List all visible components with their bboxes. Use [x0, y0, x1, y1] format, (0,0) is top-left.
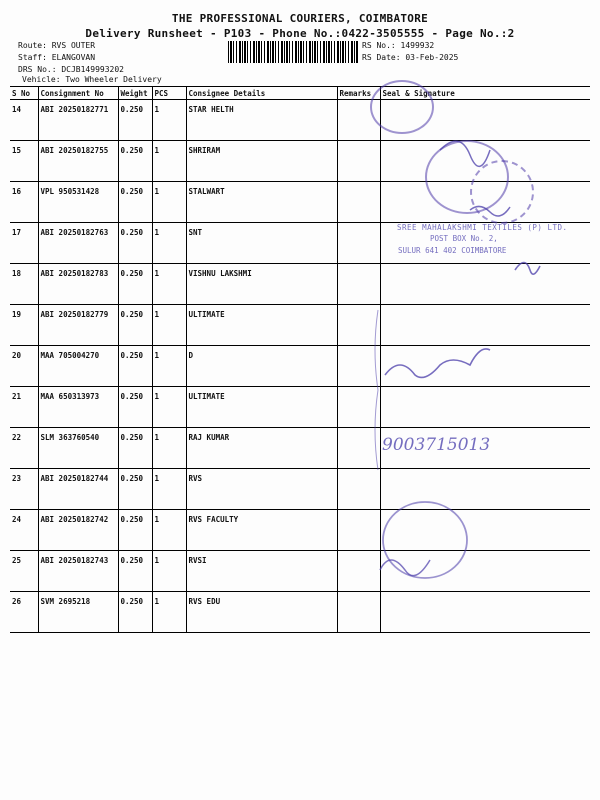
row-sno: 26: [10, 592, 38, 633]
row-remarks: [337, 264, 380, 305]
row-sno: 24: [10, 510, 38, 551]
row-sno: 14: [10, 100, 38, 141]
column-header: Consignment No: [38, 87, 118, 100]
row-sno: 19: [10, 305, 38, 346]
table-row: [10, 100, 590, 141]
company-title: THE PROFESSIONAL COURIERS, COIMBATORE: [171, 12, 429, 25]
row-seal-signature: [380, 387, 590, 428]
row-consignment-no: ABI 20250182743: [38, 551, 118, 592]
row-sno: 22: [10, 428, 38, 469]
row-sno: 15: [10, 141, 38, 182]
row-consignment-no: MAA 650313973: [38, 387, 118, 428]
row-consignment-no: ABI 20250182783: [38, 264, 118, 305]
row-seal-signature: [380, 305, 590, 346]
column-header: Remarks: [337, 87, 380, 100]
row-pcs: 1: [152, 387, 186, 428]
row-weight: 0.250: [118, 100, 152, 141]
row-consignee: D: [186, 346, 337, 387]
row-seal-signature: [380, 346, 590, 387]
table-row: [10, 469, 590, 510]
row-seal-signature: [380, 264, 590, 305]
row-consignment-no: SVM 2695218: [38, 592, 118, 633]
row-pcs: 1: [152, 182, 186, 223]
route-label: Route: RVS OUTER: [18, 41, 96, 50]
row-remarks: [337, 305, 380, 346]
table-row: [10, 510, 590, 551]
row-pcs: 1: [152, 428, 186, 469]
row-pcs: 1: [152, 141, 186, 182]
column-header: Weight: [118, 87, 152, 100]
row-consignee: STAR HELTH: [186, 100, 337, 141]
row-consignee: RVS FACULTY: [186, 510, 337, 551]
row-remarks: [337, 182, 380, 223]
row-sno: 18: [10, 264, 38, 305]
staff-label: Staff: ELANGOVAN: [18, 53, 96, 62]
row-weight: 0.250: [118, 223, 152, 264]
row-consignment-no: MAA 705004270: [38, 346, 118, 387]
row-sno: 23: [10, 469, 38, 510]
table-row: [10, 428, 590, 469]
row-consignment-no: ABI 20250182779: [38, 305, 118, 346]
row-seal-signature: [380, 592, 590, 633]
handwritten-phone: 9003715013: [382, 435, 491, 455]
row-seal-signature: [380, 551, 590, 592]
row-consignment-no: SLM 363760540: [38, 428, 118, 469]
row-weight: 0.250: [118, 264, 152, 305]
row-remarks: [337, 469, 380, 510]
row-pcs: 1: [152, 264, 186, 305]
row-weight: 0.250: [118, 510, 152, 551]
row-weight: 0.250: [118, 592, 152, 633]
row-seal-signature: [380, 510, 590, 551]
row-pcs: 1: [152, 551, 186, 592]
barcode-image: [228, 41, 358, 63]
row-seal-signature: [380, 469, 590, 510]
row-sno: 16: [10, 182, 38, 223]
column-header: PCS: [152, 87, 186, 100]
row-remarks: [337, 141, 380, 182]
row-consignee: SHRIRAM: [186, 141, 337, 182]
row-remarks: [337, 551, 380, 592]
seal-stamp-icon: [370, 80, 434, 134]
row-weight: 0.250: [118, 551, 152, 592]
row-weight: 0.250: [118, 428, 152, 469]
row-consignment-no: VPL 950531428: [38, 182, 118, 223]
row-pcs: 1: [152, 100, 186, 141]
row-consignment-no: ABI 20250182744: [38, 469, 118, 510]
row-weight: 0.250: [118, 469, 152, 510]
row-remarks: [337, 223, 380, 264]
seal-stamp-icon: [470, 160, 534, 224]
column-header: Seal & Signature: [380, 87, 590, 100]
table-row: [10, 305, 590, 346]
drs-number: DRS No.: DCJB149993202: [18, 65, 124, 74]
row-weight: 0.250: [118, 387, 152, 428]
row-consignee: ULTIMATE: [186, 305, 337, 346]
row-weight: 0.250: [118, 346, 152, 387]
row-pcs: 1: [152, 469, 186, 510]
row-consignee: SNT: [186, 223, 337, 264]
row-sno: 20: [10, 346, 38, 387]
row-consignment-no: ABI 20250182742: [38, 510, 118, 551]
row-consignee: STALWART: [186, 182, 337, 223]
row-consignment-no: ABI 20250182763: [38, 223, 118, 264]
row-consignee: RVSI: [186, 551, 337, 592]
row-weight: 0.250: [118, 305, 152, 346]
row-remarks: [337, 592, 380, 633]
rs-date: RS Date: 03-Feb-2025: [362, 53, 459, 62]
row-consignee: RVS EDU: [186, 592, 337, 633]
row-consignment-no: ABI 20250182755: [38, 141, 118, 182]
runsheet-subtitle: Delivery Runsheet - P103 - Phone No.:0422-3505555 - Page No.:2: [85, 27, 515, 40]
company-stamp-text-2: POST BOX No. 2,: [430, 234, 498, 243]
row-sno: 25: [10, 551, 38, 592]
vehicle-label: Vehicle: Two Wheeler Delivery: [22, 75, 162, 84]
row-sno: 21: [10, 387, 38, 428]
company-stamp-text-3: SULUR 641 402 COIMBATORE: [398, 246, 507, 255]
row-remarks: [337, 510, 380, 551]
row-pcs: 1: [152, 223, 186, 264]
table-row: [10, 551, 590, 592]
row-consignee: RVS: [186, 469, 337, 510]
row-weight: 0.250: [118, 141, 152, 182]
row-pcs: 1: [152, 510, 186, 551]
row-pcs: 1: [152, 592, 186, 633]
column-header: Consignee Details: [186, 87, 337, 100]
row-consignment-no: ABI 20250182771: [38, 100, 118, 141]
row-sno: 17: [10, 223, 38, 264]
company-stamp-text: SREE MAHALAKSHMI TEXTILES (P) LTD.: [397, 223, 568, 232]
row-consignee: RAJ KUMAR: [186, 428, 337, 469]
row-weight: 0.250: [118, 182, 152, 223]
row-remarks: [337, 346, 380, 387]
column-header: S No: [10, 87, 38, 100]
row-pcs: 1: [152, 346, 186, 387]
table-row: [10, 592, 590, 633]
table-row: [10, 387, 590, 428]
row-remarks: [337, 428, 380, 469]
row-consignee: ULTIMATE: [186, 387, 337, 428]
row-remarks: [337, 387, 380, 428]
row-consignee: VISHNU LAKSHMI: [186, 264, 337, 305]
table-row: [10, 346, 590, 387]
table-header-row: [10, 87, 590, 100]
row-pcs: 1: [152, 305, 186, 346]
rs-number: RS No.: 1499932: [362, 41, 435, 50]
table-row: [10, 264, 590, 305]
